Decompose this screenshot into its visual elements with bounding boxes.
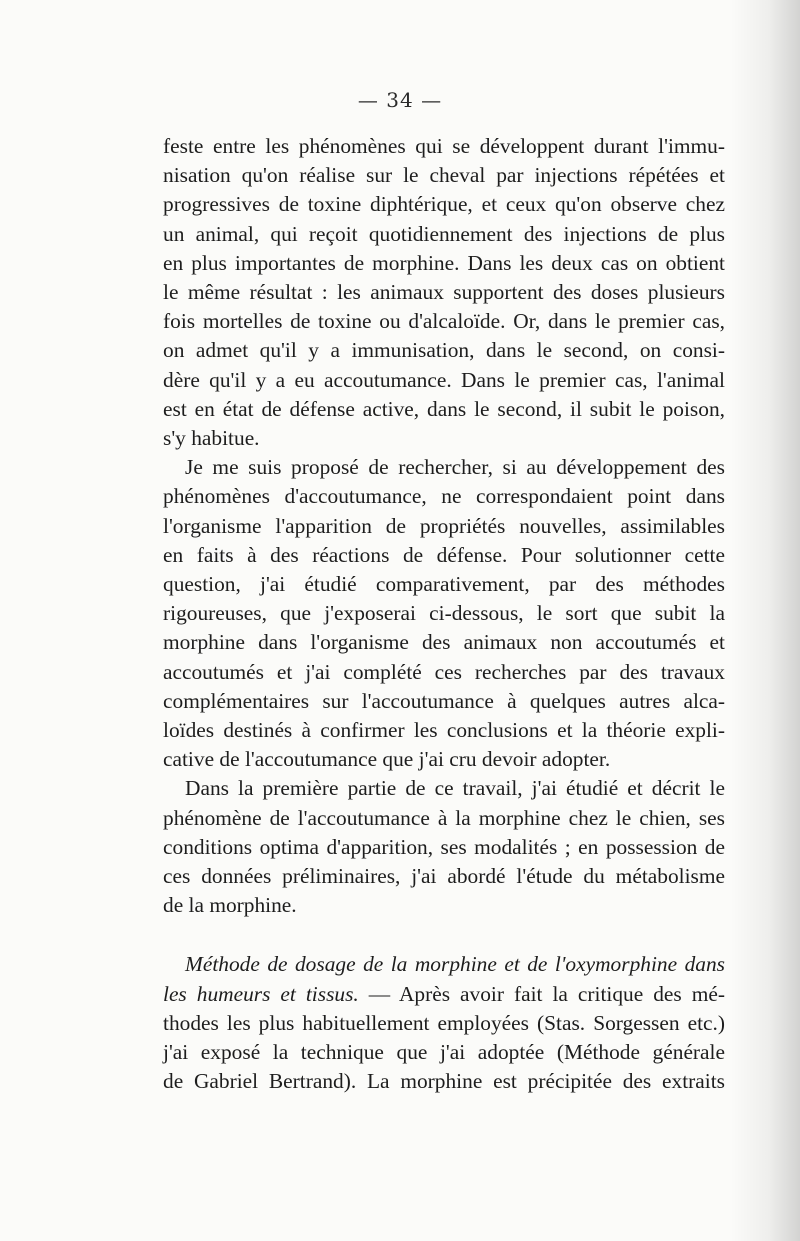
text-line: ces données préliminaires, j'ai abordé l'étude du métabolisme — [163, 864, 725, 889]
text-line: dère qu'il y a eu accoutumance. Dans le premier cas, l'animal — [163, 367, 725, 392]
text-line: Dans la première partie de ce travail, j'ai étudié et décrit le — [185, 776, 725, 801]
page-number: — 34 — — [357, 88, 443, 112]
text-line: feste entre les phénomènes qui se développent durant l'immu- — [163, 134, 725, 158]
text-line: phénomènes d'accoutumance, ne correspondaient point dans — [163, 484, 725, 509]
text-line: en plus importantes de morphine. Dans les deux cas on obtient — [163, 250, 725, 275]
paragraph-1 — [163, 132, 725, 453]
section-gap — [163, 920, 725, 950]
text-line: Je me suis proposé de rechercher, si au développement des — [185, 455, 725, 480]
paragraph-2 — [163, 453, 725, 774]
text-line: l'organisme l'apparition de propriétés nouvelles, assimilables — [163, 513, 725, 538]
section-text: — Après avoir fait la critique des mé- — [358, 981, 725, 1006]
text-line: cative de l'accoutumance que j'ai cru devoir adopter. — [163, 747, 611, 772]
text-line: en faits à des réactions de défense. Pour solutionner cette — [163, 542, 725, 567]
text-line: morphine dans l'organisme des animaux non accoutumés et — [163, 630, 725, 655]
section-methode-dosage — [163, 950, 725, 1096]
section-heading-continuation: les humeurs et tissus. — [163, 981, 359, 1006]
text-line: complémentaires sur l'accoutumance à quelques autres alca- — [163, 688, 725, 713]
text-line: un animal, qui reçoit quotidiennement des injections de plus — [163, 221, 725, 246]
text-line: conditions optima d'apparition, ses modalités ; en possession de — [163, 834, 725, 859]
text-line: loïdes destinés à confirmer les conclusions et la théorie expli- — [163, 718, 725, 743]
text-line: de la morphine. — [163, 893, 297, 918]
text-line: est en état de défense active, dans le second, il subit le poison, — [163, 396, 725, 421]
text-line: rigoureuses, que j'exposerai ci-dessous, le sort que subit la — [163, 601, 725, 626]
section-heading-text: Méthode de dosage de la morphine et de l'oxymorphine dans — [185, 952, 725, 977]
text-line: accoutumés et j'ai complété ces recherches par des travaux — [163, 659, 725, 684]
text-line: thodes les plus habituellement employées (Stas. Sorgessen etc.) — [163, 1010, 725, 1035]
text-line: on admet qu'il y a immunisation, dans le second, on consi- — [163, 338, 725, 363]
text-line: j'ai exposé la technique que j'ai adoptée (Méthode générale — [163, 1040, 725, 1065]
text-line: phénomène de l'accoutumance à la morphine chez le chien, ses — [163, 805, 725, 830]
text-line: question, j'ai étudié comparativement, par des méthodes — [163, 572, 725, 597]
text-line: de Gabriel Bertrand). La morphine est précipitée des extraits — [163, 1069, 725, 1094]
text-line: fois mortelles de toxine ou d'alcaloïde. Or, dans le premier cas, — [163, 309, 725, 334]
body-text — [163, 132, 725, 1097]
paragraph-3 — [163, 774, 725, 920]
text-line: le même résultat : les animaux supportent des doses plusieurs — [163, 280, 725, 305]
text-line: nisation qu'on réalise sur le cheval par injections répétées et — [163, 163, 725, 188]
text-line — [163, 980, 725, 1009]
text-line: progressives de toxine diphtérique, et ceux qu'on observe chez — [163, 192, 725, 217]
page-edge-shadow — [730, 0, 800, 1241]
section-heading — [163, 950, 725, 979]
text-line: s'y habitue. — [163, 426, 260, 451]
